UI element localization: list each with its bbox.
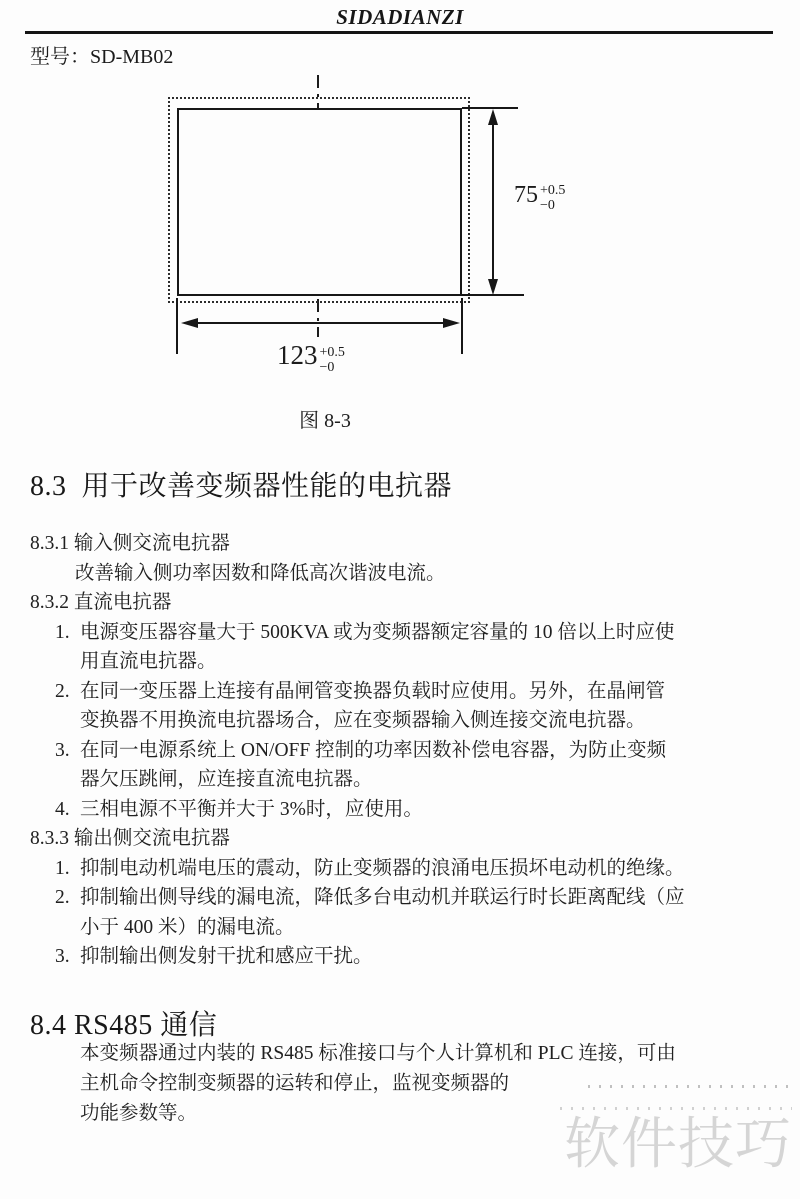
watermark-text: 软件技巧 — [564, 1112, 792, 1177]
list-item — [0, 677, 800, 707]
arrowhead-left-icon — [181, 318, 198, 328]
list-item-text: 在同一变压器上连接有晶闸管变换器负载时应使用。另外，在晶闸管 — [80, 680, 666, 702]
subsection-8-3-1-text: 改善输入侧功率因数和降低高次谐波电流。 — [75, 562, 446, 584]
figure-caption: 图 8-3 — [299, 410, 351, 432]
panel-body-rect — [177, 108, 462, 296]
width-tol-plus: +0.5 — [319, 345, 345, 360]
list-item-number: 4. — [55, 798, 70, 820]
section-8-3-heading: 8.3 用于改善变频器性能的电抗器 — [30, 471, 453, 502]
list-item-continuation: 器欠压跳闸，应连接直流电抗器。 — [80, 769, 373, 790]
section-8-4-heading: 8.4 RS485 通信 — [30, 1010, 218, 1041]
list-item-number: 3. — [55, 739, 70, 761]
list-item-number: 3. — [55, 946, 70, 967]
subsection-8-3-1-title: 8.3.1 输入侧交流电抗器 — [30, 533, 230, 554]
subsection-8-3-3-title: 8.3.3 输出侧交流电抗器 — [30, 828, 230, 849]
list-item-number: 1. — [55, 621, 70, 643]
erased-text-remnant — [588, 1085, 788, 1088]
list-item — [0, 942, 800, 972]
section-8-3-body — [0, 529, 800, 972]
height-dimension-label — [514, 182, 565, 213]
list-item — [0, 795, 800, 825]
subsection-8-3-2-title: 8.3.2 直流电抗器 — [30, 592, 172, 613]
arrowhead-down-icon — [488, 279, 498, 295]
brand-title: SIDADIANZI — [336, 5, 464, 29]
list-item-number: 2. — [55, 887, 70, 908]
paragraph-line: 功能参数等。 — [80, 1103, 198, 1124]
list-item-text: 在同一电源系统上 ON/OFF 控制的功率因数补偿电容器，为防止变频 — [80, 739, 667, 761]
vertical-dimension-line — [492, 116, 494, 288]
height-value: 75 — [514, 182, 538, 208]
height-tol-minus: −0 — [540, 198, 555, 213]
list-item-number: 1. — [55, 857, 70, 879]
extension-line-left — [176, 298, 178, 354]
list-item — [0, 736, 800, 766]
list-item — [0, 854, 800, 884]
header-rule — [25, 31, 773, 34]
extension-line-right — [461, 298, 463, 354]
dimension-drawing — [0, 70, 800, 442]
width-value: 123 — [277, 340, 318, 370]
width-tol-minus: −0 — [319, 360, 335, 375]
list-item-number: 2. — [55, 680, 70, 702]
list-item — [0, 883, 800, 913]
list-item-text: 三相电源不平衡并大于 3%时，应使用。 — [80, 798, 423, 820]
list-item-continuation: 用直流电抗器。 — [80, 651, 217, 672]
horizontal-dimension-line — [190, 322, 450, 324]
list-item-text: 抑制输出侧发射干扰和感应干扰。 — [80, 946, 373, 967]
list-item-continuation: 变换器不用换流电抗器场合，应在变频器输入侧连接交流电抗器。 — [80, 710, 646, 731]
list-item — [0, 618, 800, 648]
width-dimension-label — [277, 340, 345, 375]
paragraph-line: 本变频器通过内装的 RS485 标准接口与个人计算机和 PLC 连接，可由 — [80, 1043, 676, 1064]
arrowhead-up-icon — [488, 109, 498, 125]
arrowhead-right-icon — [443, 318, 460, 328]
list-item-text: 抑制电动机端电压的震动，防止变频器的浪涌电压损坏电动机的绝缘。 — [80, 857, 685, 879]
list-item-continuation: 小于 400 米）的漏电流。 — [80, 916, 295, 938]
list-item-text: 抑制输出侧导线的漏电流，降低多台电动机并联运行时长距离配线（应 — [80, 887, 685, 908]
height-tol-plus: +0.5 — [540, 183, 566, 198]
model-number: 型号：SD-MB02 — [30, 46, 174, 68]
list-item-text: 电源变压器容量大于 500KVA 或为变频器额定容量的 10 倍以上时应使 — [80, 621, 675, 643]
paragraph-line: 主机命令控制变频器的运转和停止，监视变频器的 — [80, 1073, 510, 1094]
